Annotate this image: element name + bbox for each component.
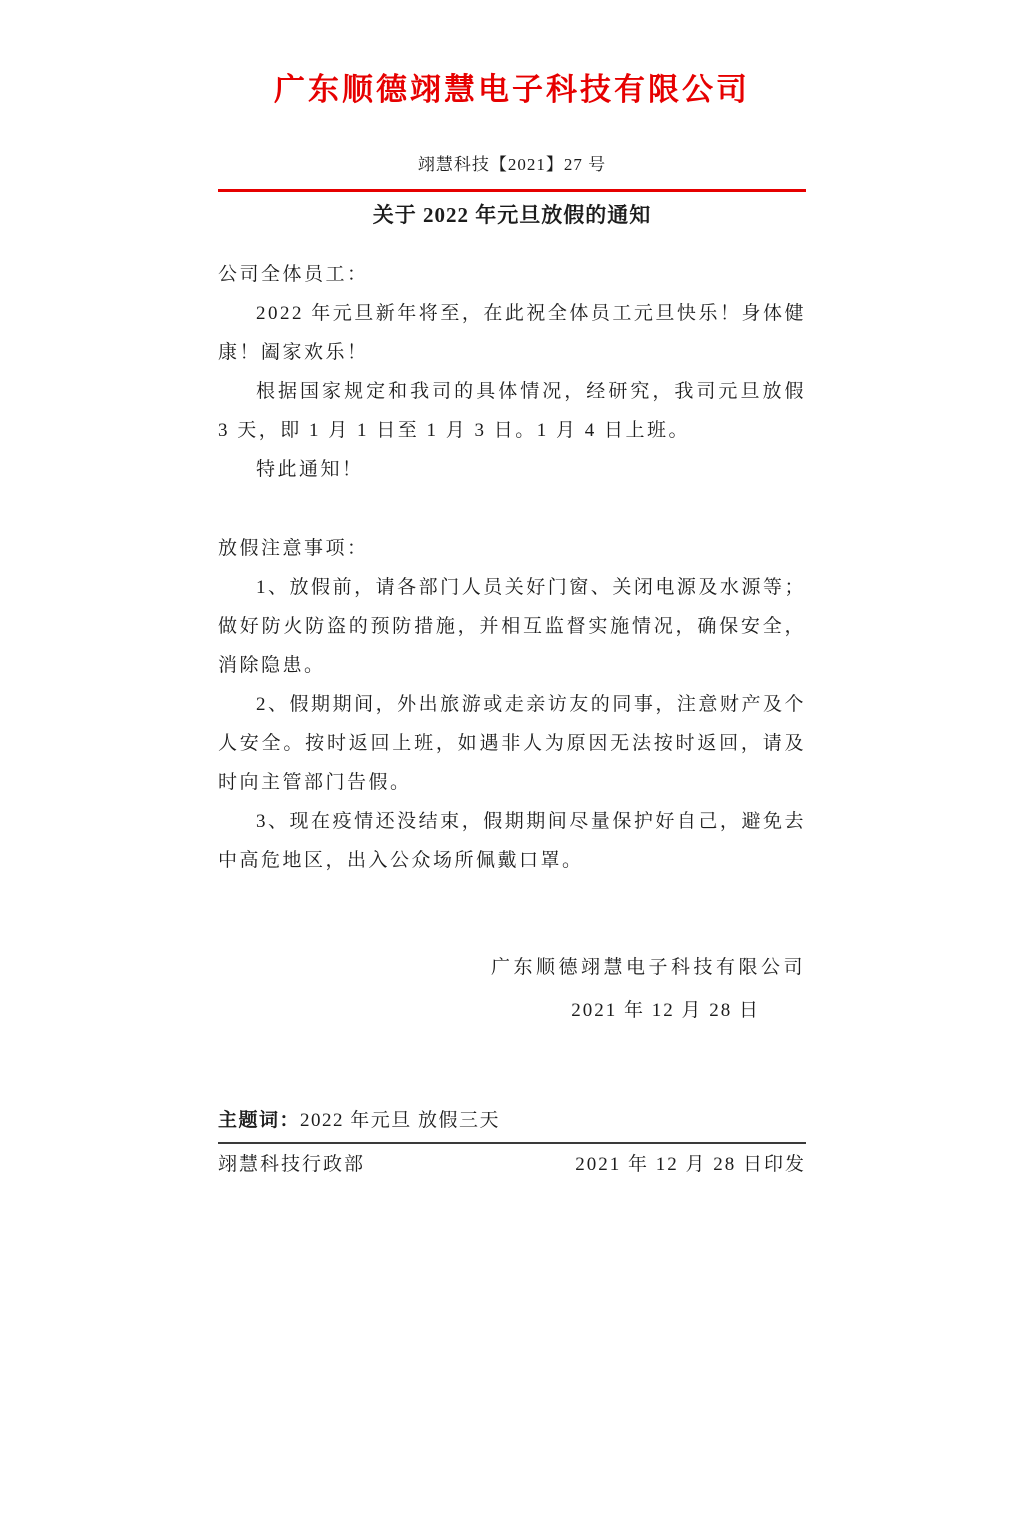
signature-company: 广东顺德翊慧电子科技有限公司 [490,957,806,978]
signature-block [218,946,806,1032]
keywords-label: 主题词： [218,1110,301,1131]
document-number: 翊慧科技【2021】27 号 [417,155,607,174]
signature-date: 2021 年 12 月 28 日 [571,1000,760,1021]
body-paragraph: 特此通知！ [256,459,364,480]
notice-title: 关于 2022 年元旦放假的通知 [372,203,652,227]
body-paragraph: 根据国家规定和我司的具体情况，经研究，我司元旦放假 3 天，即 1 月 1 日至 1 月 3 日。1 月 4 日上班。 [218,381,806,441]
notice-page [0,70,1024,1518]
company-letterhead-title: 广东顺德翊慧电子科技有限公司 [274,72,750,107]
note-item: 1、放假前，请各部门人员关好门窗、关闭电源及水源等；做好防火防盗的预防措施，并相互监督实施情况，确保安全，消除隐患。 [218,577,806,676]
body-paragraph: 2022 年元旦新年将至，在此祝全体员工元旦快乐！身体健康！阖家欢乐！ [218,303,806,363]
notice-body [218,255,806,880]
notes-heading: 放假注意事项： [218,538,369,559]
keywords-value: 2022 年元旦 放假三天 [300,1110,501,1131]
keywords-row [218,1106,806,1136]
note-item: 2、假期期间，外出旅游或走亲访友的同事，注意财产及个人安全。按时返回上班，如遇非人为原因无法按时返回，请及时向主管部门告假。 [218,694,806,793]
footer-print-date: 2021 年 12 月 28 日印发 [575,1154,806,1175]
footer-issuer: 翊慧科技行政部 [218,1154,366,1175]
footer-row [218,1152,806,1178]
salutation: 公司全体员工： [218,264,369,285]
red-divider-line [218,189,806,192]
footer-divider-line [218,1142,806,1144]
note-item: 3、现在疫情还没结束，假期期间尽量保护好自己，避免去中高危地区，出入公众场所佩戴口罩。 [218,811,806,871]
